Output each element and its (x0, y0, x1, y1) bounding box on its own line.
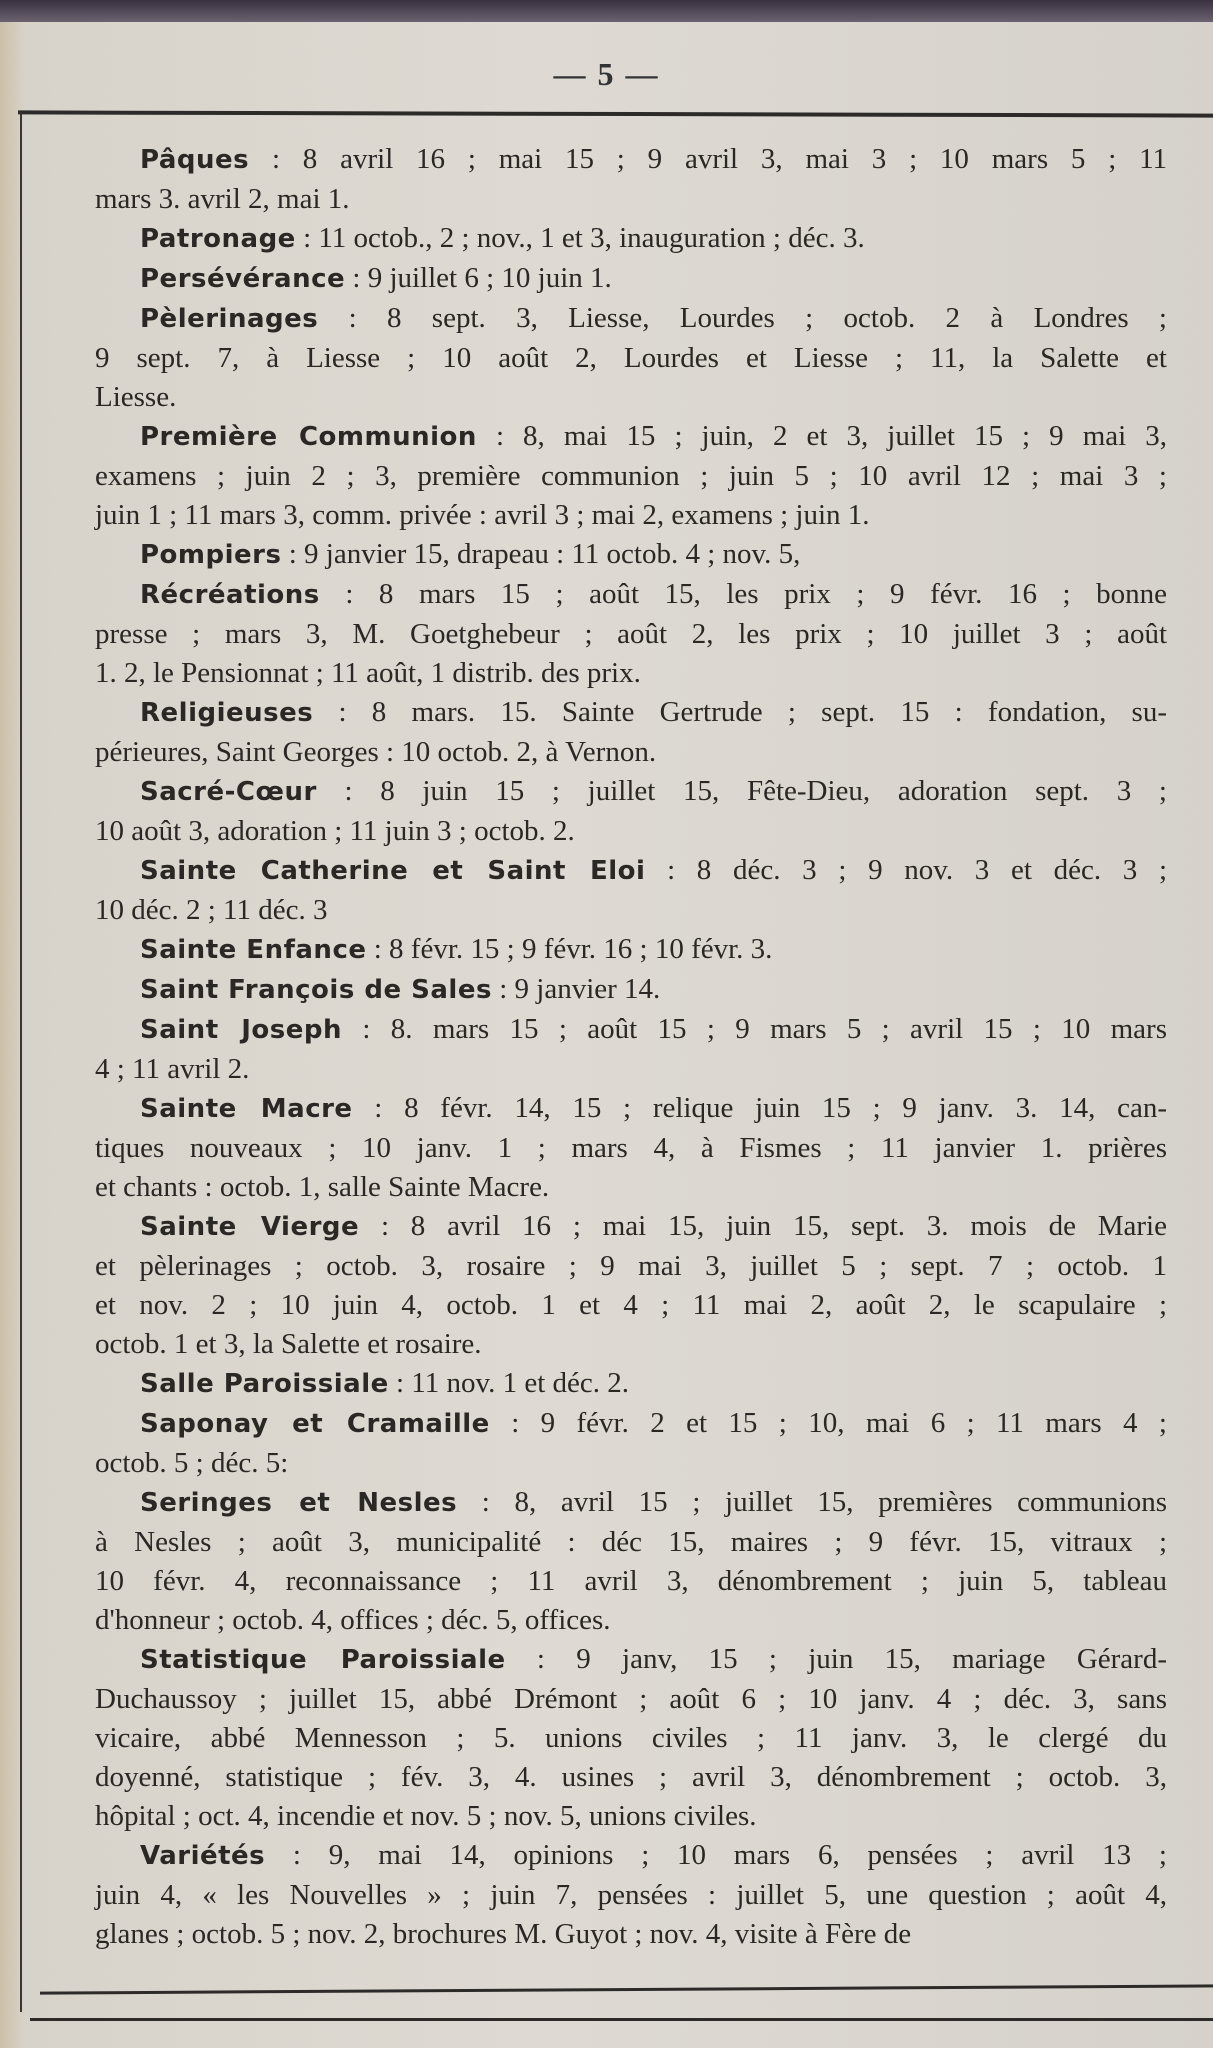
entry-text: : 8, mai 15 ; juin, 2 et 3, juillet 15 ; 9 mai 3, (476, 420, 1167, 452)
entry-line (95, 1404, 1167, 1444)
entry-line (95, 1915, 1167, 1954)
entry-heading: Patronage (140, 224, 296, 254)
entry-line (95, 535, 1167, 575)
index-entry (95, 1483, 1167, 1640)
entry-line (95, 575, 1167, 615)
entry-line (95, 219, 1167, 259)
index-entry (95, 1640, 1167, 1836)
entry-line (95, 733, 1167, 772)
entry-text: : 8 mars 15 ; août 15, les prix ; 9 févr. 16 ; bonne (319, 578, 1167, 610)
left-rule (20, 112, 22, 2012)
entry-line (95, 1483, 1167, 1523)
entry-text: 10 août 3, adoration ; 11 juin 3 ; octob. 2. (95, 815, 575, 847)
entry-line (95, 693, 1167, 733)
entry-text: : 9 janvier 15, drapeau : 11 octob. 4 ; nov. 5, (281, 538, 801, 570)
entry-text: : 9 févr. 2 et 15 ; 10, mai 6 ; 11 mars 4 ; (489, 1407, 1167, 1439)
entry-text: : 8. mars 15 ; août 15 ; 9 mars 5 ; avril 15 ; 10 mars (342, 1013, 1167, 1045)
index-entry (95, 930, 1167, 970)
entry-line (95, 1010, 1167, 1050)
entry-line (95, 1364, 1167, 1404)
entry-line (95, 1325, 1167, 1364)
entry-line (95, 299, 1167, 339)
bottom-rule (40, 1984, 1213, 1994)
entry-text: : 8 févr. 15 ; 9 févr. 16 ; 10 févr. 3. (366, 933, 773, 965)
entry-heading: Persévérance (140, 264, 346, 294)
entry-text: 9 sept. 7, à Liesse ; 10 août 2, Lourdes et Liesse ; 11, la Salette et (95, 342, 1167, 374)
entry-line (95, 1797, 1167, 1836)
entry-heading: Première Communion (140, 422, 477, 452)
entry-line (95, 1562, 1167, 1601)
top-rule (18, 110, 1213, 117)
entry-line (95, 1286, 1167, 1325)
entry-text: et nov. 2 ; 10 juin 4, octob. 1 et 4 ; 11 mai 2, août 2, le scapulaire ; (95, 1289, 1167, 1321)
entry-line (95, 1089, 1167, 1129)
entry-text: vicaire, abbé Mennesson ; 5. unions civiles ; 11 janv. 3, le clergé du (95, 1722, 1167, 1754)
index-entry (95, 417, 1167, 535)
entry-text: 4 ; 11 avril 2. (95, 1053, 250, 1085)
entry-heading: Sainte Vierge (140, 1212, 360, 1242)
index-entry (95, 535, 1167, 575)
entry-text: : 8 févr. 14, 15 ; relique juin 15 ; 9 janv. 3. 14, can- (352, 1092, 1167, 1124)
entry-heading: Statistique Paroissiale (140, 1645, 506, 1675)
index-entry (95, 1836, 1167, 1954)
index-entry (95, 851, 1167, 930)
photo-top-edge (0, 0, 1213, 22)
entry-line (95, 1168, 1167, 1207)
index-entry (95, 1364, 1167, 1404)
entry-heading: Saint Joseph (140, 1015, 343, 1045)
entry-heading: Seringes et Nesles (140, 1488, 458, 1518)
entry-text: examens ; juin 2 ; 3, première communion ; juin 5 ; 10 avril 12 ; mai 3 ; (95, 460, 1167, 492)
entry-text: : 8 déc. 3 ; 9 nov. 3 et déc. 3 ; (645, 854, 1167, 886)
entry-line (95, 1129, 1167, 1168)
entry-line (95, 1601, 1167, 1640)
entry-text: Liesse. (95, 381, 177, 413)
entry-text: : 8 avril 16 ; mai 15 ; 9 avril 3, mai 3 ; 10 mars 5 ; 11 (249, 143, 1167, 175)
entry-text: octob. 1 et 3, la Salette et rosaire. (95, 1328, 482, 1360)
entry-text: tiques nouveaux ; 10 janv. 1 ; mars 4, à Fismes ; 11 janvier 1. prières (95, 1132, 1167, 1164)
index-entry (95, 140, 1167, 219)
entry-line (95, 1207, 1167, 1247)
entry-text: juin 4, « les Nouvelles » ; juin 7, pensées : juillet 5, une question ; août 4, (95, 1879, 1167, 1911)
entry-line (95, 1719, 1167, 1758)
entry-line (95, 496, 1167, 535)
entry-line (95, 1523, 1167, 1562)
entry-text: : 8 avril 16 ; mai 15, juin 15, sept. 3. mois de Marie (359, 1210, 1167, 1242)
index-entry (95, 1207, 1167, 1364)
index-entry (95, 693, 1167, 772)
entry-text: périeures, Saint Georges : 10 octob. 2, à Vernon. (95, 736, 657, 768)
entry-text: Duchaussoy ; juillet 15, abbé Drémont ; août 6 ; 10 janv. 4 ; déc. 3, sans (95, 1683, 1167, 1715)
entry-line (95, 1640, 1167, 1680)
index-entry (95, 1404, 1167, 1483)
entry-line (95, 417, 1167, 457)
entry-heading: Pompiers (140, 540, 282, 570)
entry-line (95, 1758, 1167, 1797)
index-text (95, 140, 1167, 1954)
index-entry (95, 219, 1167, 259)
entry-text: 10 déc. 2 ; 11 déc. 3 (95, 894, 328, 926)
entry-line (95, 1247, 1167, 1286)
entry-heading: Variétés (140, 1841, 266, 1871)
entry-text: octob. 5 ; déc. 5: (95, 1447, 289, 1479)
entry-heading: Sainte Macre (140, 1094, 353, 1124)
page-number: — 5 — (553, 56, 660, 92)
entry-text: : 9 janvier 14. (491, 973, 661, 1005)
index-entry (95, 1089, 1167, 1207)
entry-heading: Religieuses (140, 698, 314, 728)
entry-heading: Salle Paroissiale (140, 1369, 389, 1399)
bottom-rule-outer (30, 2018, 1213, 2021)
entry-line (95, 1876, 1167, 1915)
entry-line (95, 378, 1167, 417)
entry-line (95, 180, 1167, 219)
entry-heading: Sainte Enfance (140, 935, 367, 965)
entry-line (95, 891, 1167, 930)
entry-text: : 8, avril 15 ; juillet 15, premières communions (457, 1486, 1167, 1518)
entry-heading: Saint François de Sales (140, 975, 492, 1005)
entry-text: presse ; mars 3, M. Goetghebeur ; août 2, les prix ; 10 juillet 3 ; août (95, 618, 1167, 650)
entry-line (95, 615, 1167, 654)
entry-line (95, 1444, 1167, 1483)
entry-text: hôpital ; oct. 4, incendie et nov. 5 ; nov. 5, unions civiles. (95, 1800, 757, 1832)
entry-heading: Récréations (140, 580, 320, 610)
index-entry (95, 299, 1167, 417)
entry-line (95, 1836, 1167, 1876)
entry-line (95, 457, 1167, 496)
entry-text: doyenné, statistique ; fév. 3, 4. usines ; avril 3, dénombrement ; octob. 3, (95, 1761, 1167, 1793)
entry-text: d'honneur ; octob. 4, offices ; déc. 5, offices. (95, 1604, 611, 1636)
entry-line (95, 140, 1167, 180)
entry-line (95, 259, 1167, 299)
entry-line (95, 970, 1167, 1010)
entry-text: : 9, mai 14, opinions ; 10 mars 6, pensées ; avril 13 ; (265, 1839, 1167, 1871)
entry-line (95, 1050, 1167, 1089)
entry-line (95, 1680, 1167, 1719)
entry-text: juin 1 ; 11 mars 3, comm. privée : avril 3 ; mai 2, examens ; juin 1. (95, 499, 870, 531)
entry-text: : 11 nov. 1 et déc. 2. (388, 1367, 630, 1399)
entry-text: glanes ; octob. 5 ; nov. 2, brochures M. Guyot ; nov. 4, visite à Fère de (95, 1918, 912, 1950)
index-entry (95, 970, 1167, 1010)
entry-text: et chants : octob. 1, salle Sainte Macre. (95, 1171, 550, 1203)
index-entry (95, 259, 1167, 299)
entry-line (95, 851, 1167, 891)
entry-text: 1. 2, le Pensionnat ; 11 août, 1 distrib. des prix. (95, 657, 641, 689)
entry-text: : 9 juillet 6 ; 10 juin 1. (345, 262, 612, 294)
entry-heading: Sainte Catherine et Saint Eloi (140, 856, 646, 886)
entry-text: : 11 octob., 2 ; nov., 1 et 3, inauguration ; déc. 3. (295, 222, 865, 254)
entry-text: : 8 mars. 15. Sainte Gertrude ; sept. 15 : fondation, su- (313, 696, 1167, 728)
entry-text: mars 3. avril 2, mai 1. (95, 183, 350, 215)
entry-heading: Sacré-Cœur (140, 777, 317, 807)
entry-text: : 8 sept. 3, Liesse, Lourdes ; octob. 2 à Londres ; (318, 302, 1167, 334)
index-entry (95, 772, 1167, 851)
index-entry (95, 575, 1167, 693)
entry-text: 10 févr. 4, reconnaissance ; 11 avril 3, dénombrement ; juin 5, tableau (95, 1565, 1167, 1597)
entry-heading: Pèlerinages (140, 304, 319, 334)
entry-text: : 8 juin 15 ; juillet 15, Fête-Dieu, adoration sept. 3 ; (316, 775, 1167, 807)
entry-line (95, 772, 1167, 812)
entry-text: et pèlerinages ; octob. 3, rosaire ; 9 mai 3, juillet 5 ; sept. 7 ; octob. 1 (95, 1250, 1167, 1282)
index-entry (95, 1010, 1167, 1089)
entry-heading: Pâques (140, 145, 250, 175)
entry-line (95, 812, 1167, 851)
entry-heading: Saponay et Cramaille (140, 1409, 490, 1439)
entry-text: : 9 janv, 15 ; juin 15, mariage Gérard- (505, 1643, 1167, 1675)
entry-line (95, 930, 1167, 970)
entry-line (95, 654, 1167, 693)
entry-line (95, 339, 1167, 378)
entry-text: à Nesles ; août 3, municipalité : déc 15, maires ; 9 févr. 15, vitraux ; (95, 1526, 1167, 1558)
